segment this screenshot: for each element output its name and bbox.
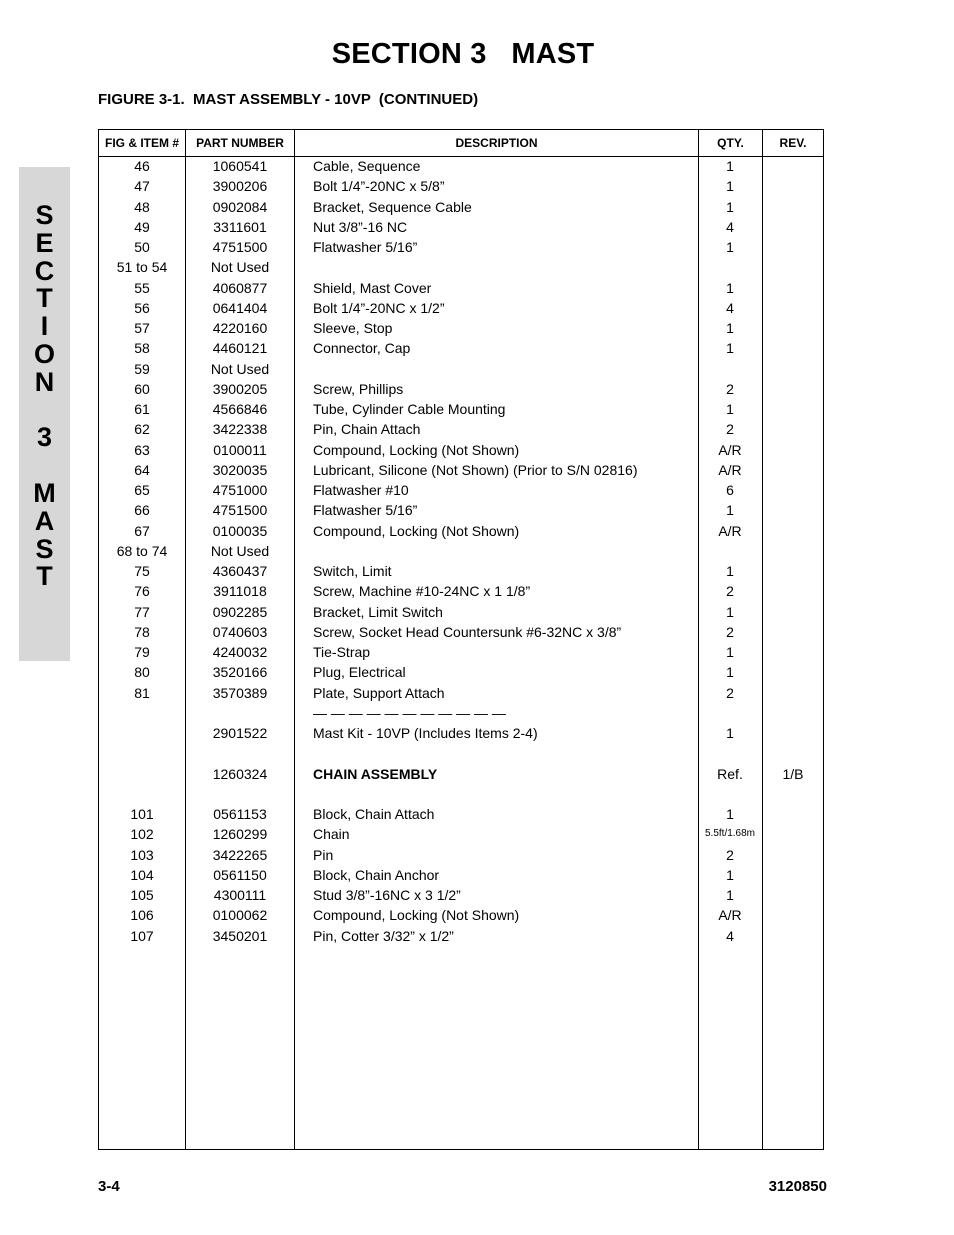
part-number-cell: 0902084 (212, 198, 268, 215)
table-row (99, 359, 823, 379)
qty-cell: 1 (726, 178, 734, 195)
table-row (99, 399, 823, 419)
fig-item-cell: 67 (134, 522, 150, 539)
part-number-cell: 3450201 (212, 927, 268, 944)
table-row (99, 237, 823, 257)
description-cell: Switch, Limit (313, 563, 392, 579)
table-row (99, 581, 823, 601)
description-cell: Cable, Sequence (313, 158, 421, 174)
table-row (99, 318, 823, 338)
side-tab-letter: 3 (36, 422, 53, 453)
description-cell: Mast Kit - 10VP (Includes Items 2-4) (313, 725, 538, 741)
part-number-cell: 0902285 (212, 603, 268, 620)
description-cell: Pin, Chain Attach (313, 421, 421, 438)
part-number-cell: 4751500 (212, 239, 268, 255)
part-number-cell: 4300111 (213, 887, 267, 903)
table-row (99, 460, 823, 480)
description-cell: Bracket, Sequence Cable (313, 198, 472, 215)
fig-item-cell: 59 (134, 360, 150, 377)
qty-cell: 1 (726, 340, 734, 357)
header-description: DESCRIPTION (455, 136, 538, 150)
qty-cell: 1 (726, 320, 734, 336)
description-cell: Lubricant, Silicone (Not Shown) (Prior to S/N 02816) (313, 461, 638, 478)
side-tab-letter: O (33, 339, 55, 369)
figure-title: FIGURE 3-1. MAST ASSEMBLY - 10VP (CONTINUED) (98, 91, 479, 108)
table-row (99, 298, 823, 318)
part-number-cell: Not Used (210, 259, 270, 276)
description-cell: Flatwasher 5/16” (313, 502, 418, 519)
fig-item-cell: 58 (134, 340, 150, 357)
description-cell: Nut 3/8”-16 NC (313, 218, 408, 235)
fig-item-cell: 48 (134, 198, 150, 215)
fig-item-cell: 51 to 54 (116, 259, 168, 276)
qty-cell: 5.5ft/1.68m (704, 828, 756, 840)
description-cell: Shield, Mast Cover (313, 279, 432, 296)
fig-item-cell: 65 (134, 482, 150, 498)
qty-cell: 1 (726, 401, 734, 417)
side-tab-letter: A (34, 505, 55, 536)
part-number-cell: 4060877 (212, 279, 268, 296)
qty-cell: 2 (726, 846, 734, 863)
fig-item-cell: 64 (134, 461, 150, 478)
table-row (99, 440, 823, 460)
table-row (99, 561, 823, 581)
table-row (99, 845, 823, 865)
table-row (99, 683, 823, 703)
table-row (99, 926, 823, 946)
table-row (99, 784, 823, 804)
side-tab-letter: I (40, 311, 49, 342)
footer-document-number: 3120850 (768, 1178, 827, 1195)
part-number-cell: 3911018 (213, 583, 267, 600)
part-number-cell: 4220160 (212, 320, 268, 336)
part-number-cell: 4360437 (212, 563, 268, 579)
table-row (99, 338, 823, 358)
description-cell: Screw, Socket Head Countersunk #6-32NC x 3/8” (313, 623, 622, 640)
description-cell: Bracket, Limit Switch (313, 603, 443, 620)
side-tab-letter: M (33, 478, 56, 508)
qty-cell: 1 (726, 644, 734, 660)
description-cell: Compound, Locking (Not Shown) (313, 522, 520, 539)
description-cell: Plug, Electrical (313, 664, 406, 681)
fig-item-cell: 47 (134, 178, 150, 195)
fig-item-cell: 62 (134, 421, 150, 438)
qty-cell: 1 (726, 198, 734, 215)
description-cell: Compound, Locking (Not Shown) (313, 907, 520, 924)
fig-item-cell: 78 (134, 623, 150, 640)
description-cell: Flatwasher #10 (313, 482, 409, 498)
part-number-cell: 0100035 (212, 522, 268, 539)
part-number-cell: 4751000 (212, 482, 268, 498)
side-tab-letter: C (34, 255, 55, 286)
part-number-cell: 3520166 (212, 664, 268, 681)
description-cell: Tie-Strap (313, 644, 371, 660)
qty-cell: 2 (726, 380, 734, 397)
description-cell: Pin (313, 846, 334, 863)
qty-cell: Ref. (717, 765, 743, 782)
fig-item-cell: 50 (134, 239, 150, 255)
description-cell: Plate, Support Attach (313, 684, 445, 701)
header-part-number: PART NUMBER (196, 136, 284, 150)
fig-item-cell: 63 (134, 441, 150, 458)
part-number-cell: 0100011 (213, 441, 267, 458)
table-row (99, 197, 823, 217)
qty-cell: 1 (726, 502, 734, 519)
table-row (99, 824, 823, 844)
description-cell: Chain (313, 826, 350, 843)
fig-item-cell: 60 (134, 380, 150, 397)
qty-cell: A/R (718, 907, 742, 924)
header-fig-item: FIG & ITEM # (104, 136, 179, 150)
description-cell: Screw, Phillips (313, 380, 404, 397)
table-row (99, 885, 823, 905)
part-number-cell: 0561150 (213, 866, 267, 883)
description-cell: Sleeve, Stop (313, 320, 393, 336)
table-row (99, 905, 823, 925)
description-cell: — — — — — — — — — — — (313, 704, 506, 721)
part-number-cell: 1060541 (212, 158, 268, 174)
table-row (99, 480, 823, 500)
table-row (99, 379, 823, 399)
fig-item-cell: 61 (134, 401, 150, 417)
qty-cell: 6 (726, 482, 734, 498)
qty-cell: 4 (726, 299, 734, 316)
fig-item-cell: 46 (134, 158, 150, 174)
qty-cell: A/R (718, 522, 742, 539)
table-row (99, 703, 823, 723)
table-row (99, 804, 823, 824)
qty-cell: 1 (726, 866, 734, 883)
qty-cell: 1 (726, 158, 734, 174)
qty-cell: 1 (726, 664, 734, 681)
description-cell: Connector, Cap (313, 340, 411, 357)
table-row (99, 278, 823, 298)
part-number-cell: 0740603 (212, 623, 268, 640)
part-number-cell: 0641404 (212, 299, 268, 316)
qty-cell: 1 (726, 806, 734, 822)
side-tab-letter: T (36, 283, 53, 314)
fig-item-cell: 77 (134, 603, 150, 620)
qty-cell: 1 (726, 887, 734, 903)
description-cell: CHAIN ASSEMBLY (313, 765, 438, 782)
fig-item-cell: 76 (134, 583, 150, 600)
part-number-cell: 3422265 (212, 846, 268, 863)
table-row (99, 156, 823, 176)
description-cell: Compound, Locking (Not Shown) (313, 441, 520, 458)
header-rev: REV. (779, 136, 807, 150)
part-number-cell: 3422338 (212, 421, 268, 438)
qty-cell: 2 (726, 623, 734, 640)
table-row (99, 662, 823, 682)
fig-item-cell: 66 (134, 502, 150, 519)
part-number-cell: 3020035 (212, 461, 268, 478)
part-number-cell: 3311601 (213, 218, 267, 235)
fig-item-cell: 57 (134, 320, 150, 336)
table-row (99, 602, 823, 622)
part-number-cell: 3900206 (212, 178, 268, 195)
part-number-cell: 3900205 (212, 380, 268, 397)
table-row (99, 642, 823, 662)
fig-item-cell: 105 (130, 887, 154, 903)
fig-item-cell: 68 to 74 (116, 542, 168, 559)
qty-cell: A/R (718, 441, 742, 458)
qty-cell: 4 (726, 218, 734, 235)
table-row (99, 419, 823, 439)
table-header-row (99, 130, 823, 157)
table-row (99, 723, 823, 743)
side-tab-letter: S (35, 200, 54, 230)
page-title: SECTION 3 MAST (331, 38, 595, 70)
description-cell: Tube, Cylinder Cable Mounting (313, 401, 506, 417)
qty-cell: 1 (726, 239, 734, 255)
description-cell: Pin, Cotter 3/32” x 1/2” (313, 927, 454, 944)
table-row (99, 865, 823, 885)
rev-cell: 1/B (782, 765, 804, 782)
description-cell: Flatwasher 5/16” (313, 239, 418, 255)
part-number-cell: Not Used (210, 542, 270, 559)
part-number-cell: 4751500 (212, 502, 268, 519)
fig-item-cell: 75 (134, 563, 150, 579)
qty-cell: 1 (726, 725, 734, 741)
part-number-cell: 4460121 (212, 340, 268, 357)
fig-item-cell: 104 (130, 866, 154, 883)
fig-item-cell: 107 (130, 927, 154, 944)
part-number-cell: 4240032 (212, 644, 268, 660)
qty-cell: 2 (726, 421, 734, 438)
part-number-cell: 3570389 (212, 684, 268, 701)
part-number-cell: 0561153 (213, 806, 267, 822)
table-row (99, 176, 823, 196)
table-row (99, 764, 823, 784)
side-tab-letter: E (35, 227, 54, 258)
description-cell: Screw, Machine #10-24NC x 1 1/8” (313, 583, 531, 600)
side-tab-letter: N (34, 366, 55, 397)
table-row (99, 257, 823, 277)
fig-item-cell: 101 (130, 806, 154, 822)
table-row (99, 217, 823, 237)
part-number-cell: Not Used (210, 360, 270, 377)
fig-item-cell: 81 (134, 684, 150, 701)
description-cell: Block, Chain Anchor (313, 866, 440, 883)
fig-item-cell: 103 (130, 846, 154, 863)
header-qty: QTY. (717, 136, 744, 150)
qty-cell: 4 (726, 927, 734, 944)
part-number-cell: 2901522 (212, 725, 268, 741)
qty-cell: 1 (726, 279, 734, 296)
qty-cell: 2 (726, 583, 734, 600)
description-cell: Bolt 1/4”-20NC x 1/2” (313, 299, 445, 316)
part-number-cell: 0100062 (212, 907, 268, 924)
qty-cell: 2 (726, 684, 734, 701)
table-row (99, 743, 823, 763)
table-row (99, 541, 823, 561)
part-number-cell: 1260324 (212, 765, 268, 782)
side-tab-letter: T (36, 561, 53, 592)
fig-item-cell: 79 (134, 644, 150, 660)
side-tab-letter: S (35, 533, 54, 564)
table-row (99, 622, 823, 642)
fig-item-cell: 56 (134, 299, 150, 316)
fig-item-cell: 55 (134, 279, 150, 296)
table-row (99, 500, 823, 520)
fig-item-cell: 80 (134, 664, 150, 681)
description-cell: Stud 3/8”-16NC x 3 1/2” (313, 887, 461, 903)
fig-item-cell: 49 (134, 218, 150, 235)
footer-page-number: 3-4 (98, 1178, 120, 1195)
section-side-tab (19, 167, 70, 661)
fig-item-cell: 102 (130, 826, 154, 843)
part-number-cell: 4566846 (212, 401, 268, 417)
qty-cell: A/R (718, 461, 742, 478)
description-cell: Bolt 1/4”-20NC x 5/8” (313, 178, 445, 195)
table-row (99, 521, 823, 541)
part-number-cell: 1260299 (212, 826, 268, 843)
fig-item-cell: 106 (130, 907, 154, 924)
description-cell: Block, Chain Attach (313, 806, 435, 822)
qty-cell: 1 (726, 603, 734, 620)
parts-table (98, 129, 824, 1150)
qty-cell: 1 (726, 563, 734, 579)
